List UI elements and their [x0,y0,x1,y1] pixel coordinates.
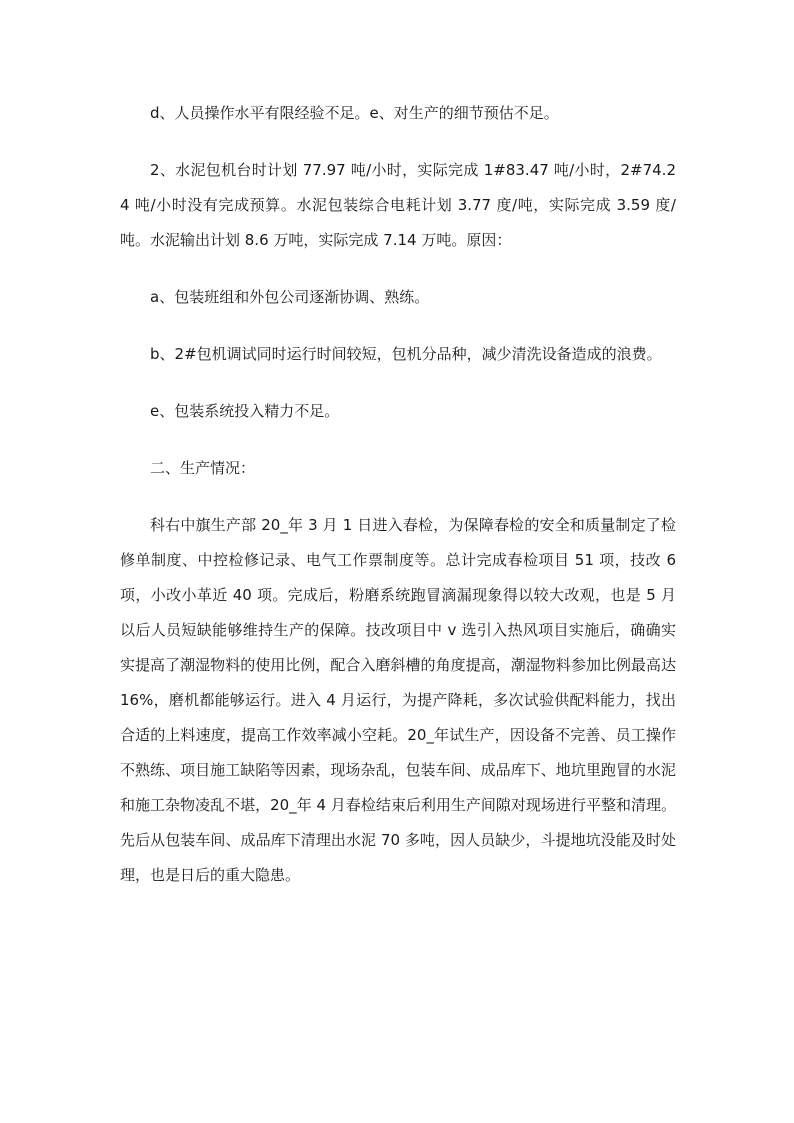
paragraph-cause-e: e、包装系统投入精力不足。 [150,402,340,420]
paragraph-spacer [120,315,676,337]
paragraph-spacer [120,372,676,394]
paragraph-spacer [120,429,676,451]
paragraph-packing-plan: 2、水泥包机台时计划 77.97 吨/小时，实际完成 1#83.47 吨/小时，2#74.24 吨/小时没有完成预算。水泥包装综合电耗计划 3.77 度/吨，实际完成 3.59 度/吨。水泥输出计划 8.6 万吨，实际完成 7.14 万吨。原因： [120,161,676,249]
document-page [120,96,676,893]
paragraph-spacer [120,486,676,508]
section-heading-production: 二、生产情况： [150,459,256,477]
paragraph-cause-a: a、包装班组和外包公司逐渐协调、熟练。 [150,288,430,306]
paragraph-cause-b: b、2#包机调试同时运行时间较短，包机分品种，减少清洗设备造成的浪费。 [150,345,662,363]
paragraph-spacer [120,258,676,280]
paragraph-spacer [120,131,676,153]
paragraph-causes-de: d、人员操作水平有限经验不足。e、对生产的细节预估不足。 [150,104,559,122]
paragraph-production-detail: 科右中旗生产部 20_年 3 月 1 日进入春检，为保障春检的安全和质量制定了检修单制度、中控检修记录、电气工作票制度等。总计完成春检项目 51 项，技改 6 项，小改小革近 40 项。完成后，粉磨系统跑冒滴漏现象得以较大改观，也是 5 月以后人员短缺能够维持生产的保障。技改项目中 v 选引入热风项目实施后，确确实实提高了潮湿物料的使用比例，配合入磨斜槽的角度提高，潮湿物料参加比例最高达 16%，磨机都能够运行。进入 4 月运行，为提产降耗，多次试验供配料能力，找出合适的上料速度，提高工作效率减小空耗。20_年试生产，因设备不完善、员工操作不熟练、项目施工缺陷等因素，现场杂乱，包装车间、成品库下、地坑里跑冒的水泥和施工杂物凌乱不堪，20_年 4 月春检结束后利用生产间隙对现场进行平整和清理。先后从包装车间、成品库下清理出水泥 70 多吨，因人员缺少，斗提地坑没能及时处理，也是日后的重大隐患。 [120,516,676,884]
